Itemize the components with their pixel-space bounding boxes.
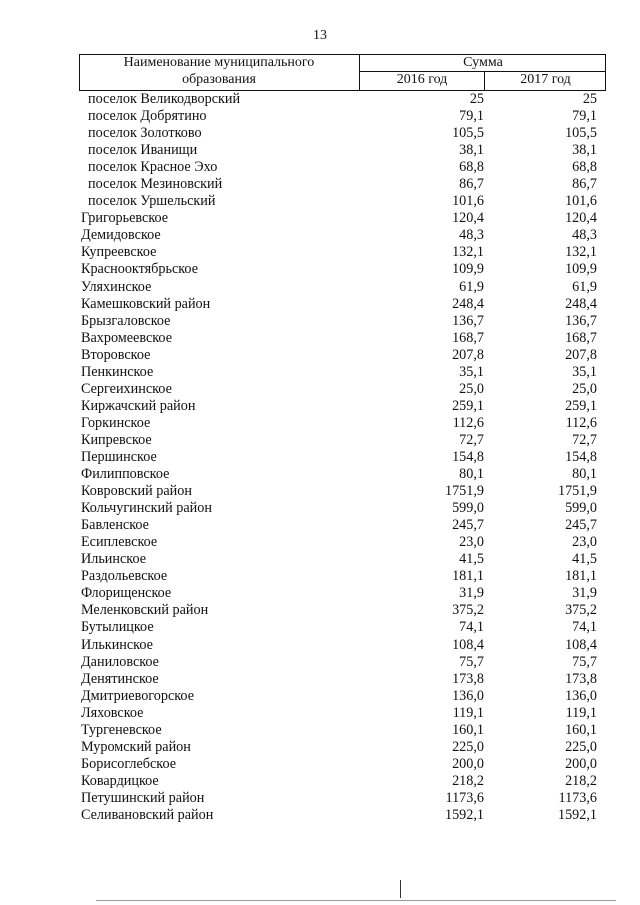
row-value-2016: 1751,9 <box>444 483 484 500</box>
row-name: Вахромеевское <box>81 329 172 346</box>
row-value-2016: 168,7 <box>452 329 484 346</box>
row-name: Кольчугинский район <box>81 500 212 517</box>
row-value-2017: 248,4 <box>565 295 597 312</box>
row-value-2016: 173,8 <box>452 670 484 687</box>
row-value-2016: 1592,1 <box>444 806 484 823</box>
table-row <box>79 807 606 824</box>
row-value-2016: 75,7 <box>459 653 484 670</box>
row-name: Второвское <box>81 346 151 363</box>
row-value-2016: 200,0 <box>452 755 484 772</box>
row-value-2016: 80,1 <box>459 466 484 483</box>
row-value-2017: 136,7 <box>565 312 597 329</box>
col-2016-header: 2016 год <box>396 72 448 87</box>
table-row <box>79 193 606 210</box>
row-value-2016: 120,4 <box>452 210 484 227</box>
row-name: поселок Мезиновский <box>88 176 223 193</box>
row-value-2016: 207,8 <box>452 346 484 363</box>
row-value-2016: 61,9 <box>459 278 484 295</box>
row-value-2017: 1173,6 <box>558 789 597 806</box>
row-value-2017: 31,9 <box>572 585 597 602</box>
table-row <box>79 244 606 261</box>
table-row <box>79 739 606 756</box>
row-name: Илькинское <box>81 636 153 653</box>
col-name-header-line1: Наименование муниципального <box>123 55 315 70</box>
row-value-2017: 168,7 <box>565 329 597 346</box>
table-row <box>79 688 606 705</box>
row-value-2016: 74,1 <box>459 619 484 636</box>
row-name: Брызгаловское <box>81 312 171 329</box>
row-value-2017: 1592,1 <box>557 806 597 823</box>
row-name: Горкинское <box>81 414 151 431</box>
page-number: 13 <box>313 28 327 43</box>
row-name: Григорьевское <box>81 210 169 227</box>
row-value-2017: 207,8 <box>565 346 597 363</box>
row-name: Муромский район <box>81 738 191 755</box>
row-value-2016: 79,1 <box>459 108 484 125</box>
row-value-2017: 259,1 <box>565 397 597 414</box>
table-body <box>79 91 606 824</box>
row-value-2016: 599,0 <box>452 500 484 517</box>
table-row <box>79 722 606 739</box>
table-row <box>79 483 606 500</box>
row-name: Бавленское <box>81 517 149 534</box>
row-value-2017: 105,5 <box>565 125 597 142</box>
row-value-2017: 136,0 <box>565 687 597 704</box>
row-value-2016: 1173,6 <box>445 789 484 806</box>
row-value-2017: 72,7 <box>572 431 597 448</box>
table-row <box>79 790 606 807</box>
row-value-2017: 25 <box>582 91 597 107</box>
row-name: поселок Уршельский <box>88 193 216 210</box>
table-row <box>79 637 606 654</box>
row-name: Демидовское <box>81 227 161 244</box>
row-value-2016: 23,0 <box>459 534 484 551</box>
row-name: Тургеневское <box>81 721 162 738</box>
row-value-2017: 109,9 <box>565 261 597 278</box>
row-value-2017: 23,0 <box>572 534 597 551</box>
row-value-2017: 132,1 <box>565 244 597 261</box>
row-name: поселок Золотково <box>88 125 202 142</box>
table-row <box>79 381 606 398</box>
row-value-2017: 599,0 <box>565 500 597 517</box>
row-name: Селивановский район <box>81 806 214 823</box>
row-value-2016: 31,9 <box>459 585 484 602</box>
table-row <box>79 568 606 585</box>
table-row <box>79 534 606 551</box>
table-row <box>79 176 606 193</box>
row-name: поселок Добрятино <box>88 108 207 125</box>
row-value-2017: 38,1 <box>572 142 597 159</box>
row-value-2016: 375,2 <box>452 602 484 619</box>
row-value-2017: 75,7 <box>572 653 597 670</box>
row-name: Петушинский район <box>81 789 205 806</box>
row-value-2017: 61,9 <box>572 278 597 295</box>
row-name: Камешковский район <box>81 295 211 312</box>
row-name: Киржачский район <box>81 397 196 414</box>
table-row <box>79 756 606 773</box>
row-value-2016: 119,1 <box>452 704 484 721</box>
table-row <box>79 585 606 602</box>
row-value-2017: 181,1 <box>565 568 597 585</box>
row-value-2017: 101,6 <box>565 193 597 210</box>
row-value-2016: 38,1 <box>459 142 484 159</box>
col-name-header-line2: образования <box>182 72 256 87</box>
table-header <box>79 54 606 91</box>
row-value-2016: 248,4 <box>452 295 484 312</box>
row-value-2017: 218,2 <box>565 772 597 789</box>
row-name: Меленковский район <box>81 602 209 619</box>
row-name: Ильинское <box>81 551 147 568</box>
row-value-2016: 72,7 <box>459 431 484 448</box>
col-2017-header: 2017 год <box>520 72 571 87</box>
row-name: Раздольевское <box>81 568 168 585</box>
row-value-2017: 79,1 <box>572 108 597 125</box>
table-row <box>79 432 606 449</box>
row-name: Ковровский район <box>81 483 192 500</box>
row-value-2016: 105,5 <box>452 125 484 142</box>
row-value-2016: 41,5 <box>459 551 484 568</box>
row-value-2016: 154,8 <box>452 448 484 465</box>
scan-artifact <box>400 880 401 898</box>
row-value-2016: 136,7 <box>452 312 484 329</box>
row-value-2017: 74,1 <box>572 619 597 636</box>
row-name: Даниловское <box>81 653 159 670</box>
row-value-2017: 80,1 <box>572 466 597 483</box>
row-value-2017: 25,0 <box>572 380 597 397</box>
col-sum-header: Сумма <box>463 55 503 70</box>
row-value-2017: 112,6 <box>565 414 597 431</box>
row-name: Бутылицкое <box>81 619 154 636</box>
table-row <box>79 227 606 244</box>
table-row <box>79 159 606 176</box>
row-value-2016: 101,6 <box>452 193 484 210</box>
row-value-2016: 225,0 <box>452 738 484 755</box>
row-value-2017: 173,8 <box>565 670 597 687</box>
row-name: Краснооктябрьское <box>81 261 198 278</box>
table-row <box>79 91 606 108</box>
row-value-2016: 108,4 <box>452 636 484 653</box>
row-name: Сергеихинское <box>81 380 172 397</box>
row-name: Флорищенское <box>81 585 172 602</box>
table-row <box>79 364 606 381</box>
row-value-2016: 25,0 <box>459 380 484 397</box>
row-name: Дмитриевогорское <box>81 687 194 704</box>
table-row <box>79 125 606 142</box>
table-row <box>79 261 606 278</box>
row-value-2017: 119,1 <box>565 704 597 721</box>
row-value-2016: 86,7 <box>459 176 484 193</box>
row-name: Борисоглебское <box>81 755 177 772</box>
table-row <box>79 313 606 330</box>
row-value-2017: 41,5 <box>572 551 597 568</box>
row-name: Першинское <box>81 448 157 465</box>
table-row <box>79 415 606 432</box>
row-name: Уляхинское <box>81 278 152 295</box>
row-value-2016: 181,1 <box>452 568 484 585</box>
row-name: Денятинское <box>81 670 159 687</box>
table-row <box>79 330 606 347</box>
table-row <box>79 466 606 483</box>
row-value-2017: 1751,9 <box>557 483 597 500</box>
table-row <box>79 551 606 568</box>
table-row <box>79 210 606 227</box>
table-row <box>79 671 606 688</box>
row-value-2017: 48,3 <box>572 227 597 244</box>
row-value-2016: 35,1 <box>459 363 484 380</box>
row-name: Купреевское <box>81 244 157 261</box>
table-row <box>79 279 606 296</box>
row-name: поселок Красное Эхо <box>88 159 218 176</box>
row-value-2017: 86,7 <box>572 176 597 193</box>
row-value-2016: 136,0 <box>452 687 484 704</box>
row-name: Филипповское <box>81 466 170 483</box>
row-name: Кипревское <box>81 431 152 448</box>
row-value-2017: 120,4 <box>565 210 597 227</box>
row-value-2017: 225,0 <box>565 738 597 755</box>
row-value-2017: 245,7 <box>565 517 597 534</box>
page-bottom-edge <box>96 900 616 901</box>
row-name: Есиплевское <box>81 534 158 551</box>
table-row <box>79 398 606 415</box>
row-name: поселок Иванищи <box>88 142 198 159</box>
row-value-2017: 160,1 <box>565 721 597 738</box>
row-value-2016: 245,7 <box>452 517 484 534</box>
row-value-2016: 259,1 <box>452 397 484 414</box>
table-row <box>79 619 606 636</box>
row-value-2017: 375,2 <box>565 602 597 619</box>
row-value-2017: 200,0 <box>565 755 597 772</box>
row-name: Пенкинское <box>81 363 154 380</box>
row-name: поселок Великодворский <box>88 91 241 107</box>
row-value-2017: 154,8 <box>565 448 597 465</box>
table-row <box>79 602 606 619</box>
table-row <box>79 705 606 722</box>
row-value-2017: 68,8 <box>572 159 597 176</box>
table-row <box>79 500 606 517</box>
table-row <box>79 296 606 313</box>
row-value-2016: 132,1 <box>452 244 484 261</box>
row-value-2016: 160,1 <box>452 721 484 738</box>
table-row <box>79 517 606 534</box>
row-value-2016: 112,6 <box>452 414 484 431</box>
table-row <box>79 142 606 159</box>
row-value-2016: 109,9 <box>452 261 484 278</box>
row-name: Ковардицкое <box>81 772 159 789</box>
row-value-2016: 48,3 <box>459 227 484 244</box>
row-value-2016: 25 <box>469 91 484 107</box>
table-row <box>79 449 606 466</box>
table-row <box>79 654 606 671</box>
row-value-2017: 35,1 <box>572 363 597 380</box>
table-row <box>79 347 606 364</box>
row-value-2016: 68,8 <box>459 159 484 176</box>
table-row <box>79 108 606 125</box>
table-row <box>79 773 606 790</box>
row-value-2017: 108,4 <box>565 636 597 653</box>
row-value-2016: 218,2 <box>452 772 484 789</box>
row-name: Ляховское <box>81 704 144 721</box>
